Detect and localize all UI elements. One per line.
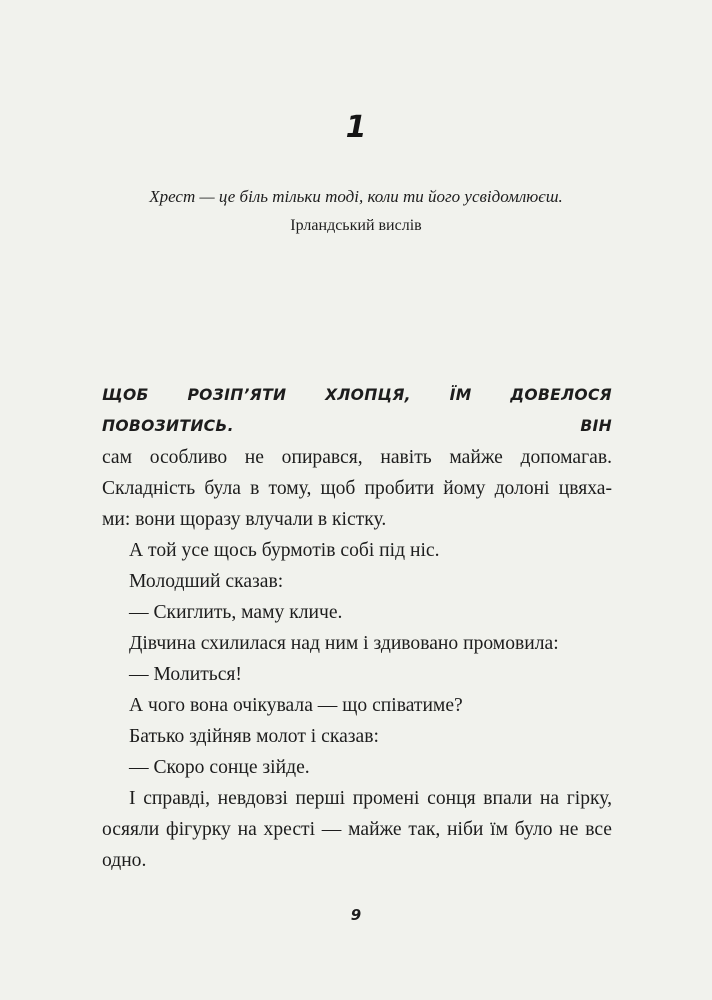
text-line: Батько здійняв молот і сказав:: [129, 726, 379, 747]
text-line: ми: вони щоразу влучали в кістку.: [102, 509, 387, 530]
text-line: одно.: [102, 850, 147, 871]
page-number: 9: [350, 906, 362, 924]
text-line: І справді, невдовзі перші промені сонця впали на гірку,: [129, 788, 612, 809]
epigraph: [0, 185, 712, 237]
text-line: Дівчина схилилася над ним і здивовано промовила:: [129, 633, 559, 654]
text-line: осяяли фігурку на хресті — майже так, ніби їм було не все: [102, 819, 612, 840]
text-line: Молодший сказав:: [129, 571, 284, 592]
epigraph-quote: Хрест — це біль тільки тоді, коли ти його усвідомлюєш.: [149, 187, 563, 206]
chapter-text: [102, 380, 612, 876]
text-line: А той усе щось бурмотів собі під ніс.: [129, 540, 440, 561]
epigraph-source: Ірландський вислів: [290, 217, 422, 234]
text-line: Складність була в тому, щоб пробити йому долоні цвяха-: [102, 478, 612, 499]
text-line: сам особливо не опирався, навіть майже допомагав.: [102, 447, 612, 468]
text-line: — Скиглить, маму кличе.: [129, 602, 343, 623]
text-line: А чого вона очікувала — що співатиме?: [129, 695, 463, 716]
text-line: — Скоро сонце зійде.: [129, 757, 310, 778]
chapter-number: 1: [345, 110, 367, 145]
lead-line: ЩОБ РОЗІП’ЯТИ ХЛОПЦЯ, ЇМ ДОВЕЛОСЯ ПОВОЗИТИСЬ. ВІН: [102, 386, 612, 435]
text-line: — Молиться!: [129, 664, 242, 685]
